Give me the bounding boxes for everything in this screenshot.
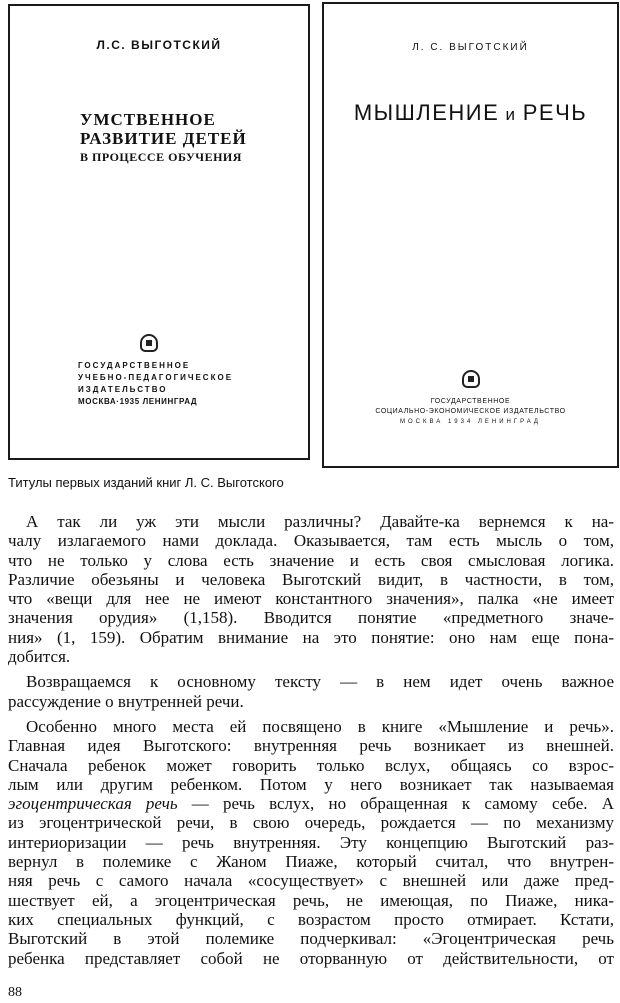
- text-line: вернул в полемике с Жаном Пиаже, который считал, что внутрен-: [8, 852, 614, 872]
- cover-right-title-part2: и: [499, 105, 523, 124]
- cover-left: [8, 4, 310, 460]
- cover-right: [322, 2, 619, 468]
- text-line-rest: — речь вслух, но обращенная к самому себе. А: [177, 794, 614, 814]
- page-number: 88: [8, 985, 22, 1000]
- text-line: Особенно много места ей посвящено в книге «Мышление и речь».: [26, 716, 614, 736]
- cover-left-publisher: [78, 360, 258, 408]
- text-line: ких специальных функций, с возрастом просто отмирает. Кстати,: [8, 909, 614, 929]
- cover-left-title-line2: РАЗВИТИЕ ДЕТЕЙ: [80, 129, 247, 148]
- cover-right-publisher: [328, 397, 613, 427]
- publisher-logo-icon: [140, 334, 158, 352]
- text-line: Сначала ребенок может говорить только вслух, общаясь со взрос-: [8, 755, 614, 775]
- cover-left-publisher-line2: УЧЕБНО-ПЕДАГОГИЧЕСКОЕ: [78, 373, 234, 382]
- text-line: что не только у слова есть значение и есть своя смысловая логика.: [8, 550, 614, 570]
- text-line: добится.: [8, 647, 71, 667]
- publisher-logo-icon: [462, 370, 480, 388]
- cover-left-title-line3: В ПРОЦЕССЕ ОБУЧЕНИЯ: [80, 150, 242, 164]
- cover-right-publisher-line3: МОСКВА 1934 ЛЕНИНГРАД: [399, 419, 541, 425]
- body-text: [8, 512, 614, 968]
- paragraph-2: [8, 672, 614, 711]
- text-line: значения орудия» (1,158). Вводится понятие «предметного значе-: [8, 608, 614, 628]
- text-line: шествует ей, а эгоцентрическая речь, не имеющая, по Пиаже, ника-: [8, 890, 614, 910]
- text-line: что «вещи для нее не имеют константного значения», палка «не имеет: [8, 589, 614, 609]
- text-line: ребенка представляет собой не оторванную от действительности, от: [8, 948, 614, 968]
- text-line: лым или другим ребенком. Потом у него возникает так называемая: [8, 774, 614, 794]
- cover-right-title-part3: РЕЧЬ: [522, 100, 588, 125]
- cover-left-publisher-line1: ГОСУДАРСТВЕННОЕ: [78, 361, 191, 370]
- text-line: Выготский в этой полемике подчеркивал: «Эгоцентрическая речь: [8, 929, 614, 949]
- paragraph-3: [8, 717, 614, 968]
- text-line: [8, 794, 614, 813]
- text-line: Возвращаемся к основному тексту — в нем идет очень важное: [26, 672, 614, 692]
- text-line: из эгоцентрической речи, в свою очередь, рождается — по механизму: [8, 813, 614, 833]
- cover-right-publisher-line1: ГОСУДАРСТВЕННОЕ: [430, 398, 511, 405]
- text-line: рассуждение о внутренней речи.: [8, 691, 244, 711]
- cover-left-title: [80, 110, 300, 167]
- text-line: няя речь с самого начала «сосуществует» с внешней или даже пред-: [8, 871, 614, 891]
- cover-right-author: Л. С. ВЫГОТСКИЙ: [412, 42, 529, 53]
- cover-left-title-line1: УМСТВЕННОЕ: [80, 110, 216, 129]
- paragraph-1: [8, 512, 614, 666]
- cover-right-title: [324, 100, 617, 126]
- text-line: ния» (1, 159). Обратим внимание на это понятие: оно нам еще пона-: [8, 627, 614, 647]
- text-line: Главная идея Выготского: внутренняя речь возникает из внешней.: [8, 736, 614, 756]
- cover-right-publisher-line2: СОЦИАЛЬНО-ЭКОНОМИЧЕСКОЕ ИЗДАТЕЛЬСТВО: [375, 408, 566, 415]
- cover-left-publisher-line4: МОСКВА·1935 ЛЕНИНГРАД: [78, 397, 198, 406]
- cover-left-publisher-line3: ИЗДАТЕЛЬСТВО: [78, 385, 168, 394]
- cover-left-author: Л.С. ВЫГОТСКИЙ: [96, 38, 222, 52]
- text-line: Различие обезьяны и человека Выготский видит, в частности, в том,: [8, 569, 614, 589]
- italic-term: эгоцентрическая речь: [8, 794, 178, 814]
- text-line: чалу излагаемого нами доклада. Оказывается, там есть мысль о том,: [8, 531, 614, 551]
- figure-caption: Титулы первых изданий книг Л. С. Выготского: [8, 475, 284, 490]
- text-line: А так ли уж эти мысли различны? Давайте-ка вернемся к на-: [26, 512, 614, 531]
- text-line: интериоризации — речь внутренняя. Эту концепцию Выготский раз-: [8, 832, 614, 852]
- cover-right-title-part1: МЫШЛЕНИЕ: [353, 100, 500, 125]
